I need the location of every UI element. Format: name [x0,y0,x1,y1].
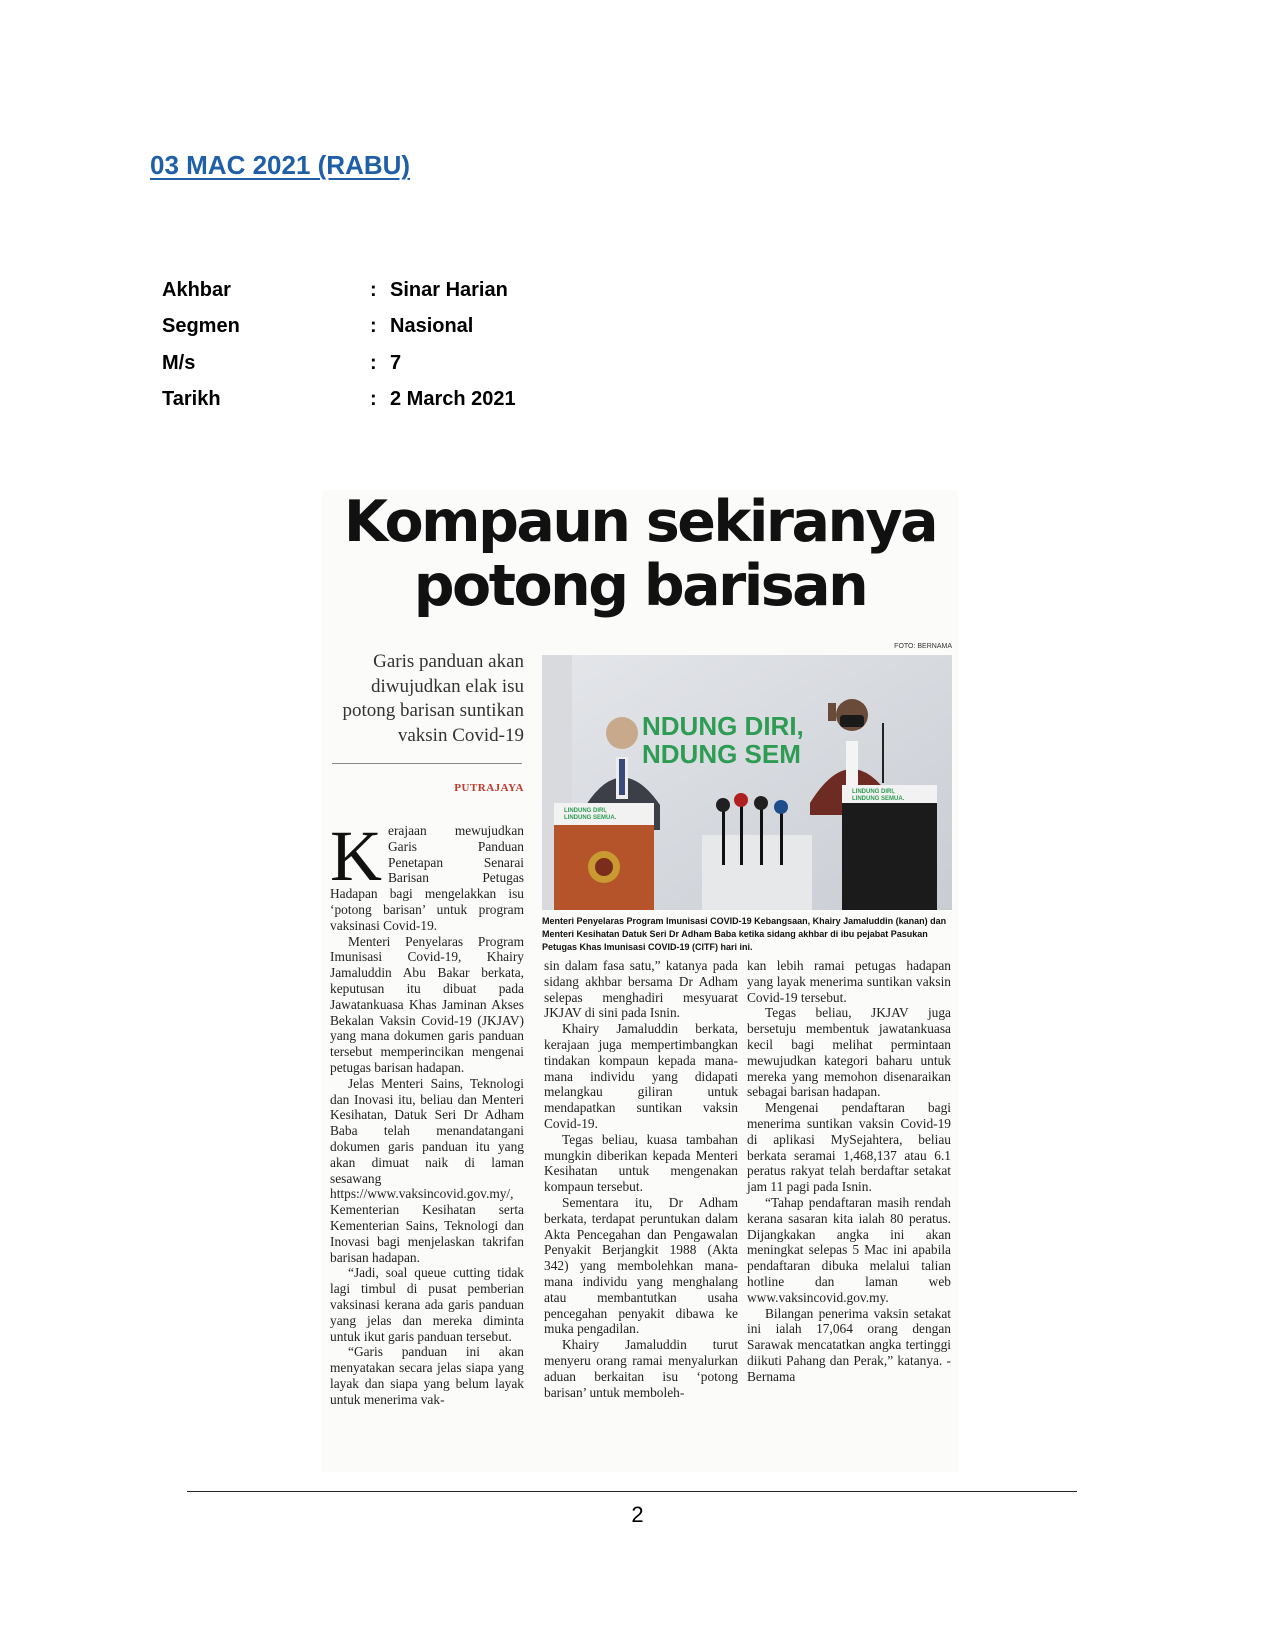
podium-sign-text: LINDUNG SEMUA. [564,815,617,821]
press-conference-photo [542,655,952,910]
article-paragraph: Khairy Jamaluddin berkata, kerajaan juga mempertimbangkan tindakan kompaun kepada mana-mana individu yang didapati melangkau giliran untuk mendapatkan suntikan vaksin Covid-19. [544,1021,738,1131]
meta-colon: : [370,351,377,374]
article-standfirst: Garis panduan akan diwujudkan elak isu potong barisan suntikan vaksin Covid-19 [342,651,524,746]
article-paragraph: Mengenai pendaftaran bagi menerima suntikan vaksin Covid-19 di aplikasi MySejahtera, beliau berkata seramai 1,468,137 atau 6.1 peratus rakyat telah berdaftar setakat jam 11 pagi pada Isnin. [747,1100,951,1195]
article-paragraph: “Tahap pendaftaran masih rendah kerana sasaran kita ialah 80 peratus. Dijangkakan angka ini akan meningkat selepas 5 Mac ini apabila pendaftaran dibuka melalui talian hotline dan laman web www.vaksincovid.gov.my. [747,1194,951,1305]
standfirst-divider [332,763,522,764]
meta-row-segmen [162,309,582,346]
article-paragraph: erajaan mewujudkan Garis Panduan Penetapan Senarai Barisan Petugas Hadapan bagi mengelakkan isu ‘potong barisan’ untuk program vaksinasi Covid-19. [330,823,524,933]
article-paragraph: Tegas beliau, JKJAV juga bersetuju membentuk jawatankuasa kecil bagi melihat permintaan mewujudkan kategori baharu untuk mereka yang memohon disenaraikan sebagai barisan hadapan. [747,1005,951,1100]
clipping-metadata [162,272,582,418]
meta-value: Nasional [390,315,474,338]
meta-row-akhbar [162,272,582,309]
headline-line: potong barisan [413,553,867,619]
article-headline [322,490,958,618]
article-paragraph: Tegas beliau, kuasa tambahan mungkin diberikan kepada Menteri Kesihatan untuk mengenakan kompaun tersebut. [544,1131,738,1195]
meta-label: Segmen [162,315,240,338]
meta-value: 2 March 2021 [390,388,516,411]
page-number: 2 [631,1502,644,1527]
article-paragraph: Menteri Penyelaras Program Imunisasi Covid-19, Khairy Jamaluddin Abu Bakar berkata, keputusan itu dibuat pada Jawatankuasa Khas Jaminan Akses Bekalan Vaksin Covid-19 (JKJAV) yang mana dokumen garis panduan tersebut memperincikan mengenai petugas barisan hadapan. [330,933,524,1075]
article-column-3 [747,958,951,1385]
podium-sign-text: LINDUNG SEMUA. [852,796,905,802]
newspaper-clipping [322,490,958,1472]
banner-text: NDUNG SEM [642,739,801,769]
podium-sign-text: LINDUNG DIRI, [564,808,607,814]
headline-line: Kompaun sekiranya [343,489,937,555]
meta-label: M/s [162,351,196,374]
meta-row-ms [162,345,582,382]
article-paragraph: Bilangan penerima vaksin setakat ini ialah 17,064 orang dengan Sarawak mencatatkan angka tertinggi diikuti Pahang dan Perak,” katanya. - Bernama [747,1305,951,1384]
drop-cap: K [330,816,382,896]
article-column-1 [330,816,524,1407]
meta-label: Akhbar [162,278,231,301]
photo-credit: FOTO: BERNAMA [894,643,952,650]
meta-value: Sinar Harian [390,278,508,301]
article-paragraph: Sementara itu, Dr Adham berkata, terdapat peruntukan dalam Akta Pencegahan dan Pengawalan Penyakit Berjangkit 1988 (Akta 342) yang membolehkan mana-mana individu yang menghalang atau membantutkan usaha pencegahan penyakit dibawa ke muka pengadilan. [544,1194,738,1337]
article-paragraph: sin dalam fasa satu,” katanya pada sidang akhbar bersama Dr Adham selepas menghadiri mesyuarat JKJAV di sini pada Isnin. [544,958,738,1021]
article-paragraph: Jelas Menteri Sains, Teknologi dan Inovasi itu, beliau dan Menteri Kesihatan, Datuk Seri Dr Adham Baba telah menandatangani dokumen garis panduan itu yang akan dimuat naik di laman sesawang https://www.vaksincovid.gov.my/, Kementerian Kesihatan serta Kementerian Sains, Teknologi dan Inovasi bagi menjelaskan takrifan barisan hadapan. [330,1075,524,1265]
meta-label: Tarikh [162,388,221,411]
meta-row-tarikh [162,382,582,419]
article-paragraph: “Garis panduan ini akan menyatakan secara jelas siapa yang layak dan siapa yang belum layak untuk menerima vak- [330,1344,524,1407]
article-paragraph: Khairy Jamaluddin turut menyeru orang ramai menyalurkan aduan berkaitan isu ‘potong barisan’ untuk memboleh- [544,1337,738,1400]
banner-text: NDUNG DIRI, [642,711,804,741]
photo-caption: Menteri Penyelaras Program Imunisasi COVID-19 Kebangsaan, Khairy Jamaluddin (kanan) dan Menteri Kesihatan Datuk Seri Dr Adham Baba ketika sidang akhbar di ibu pejabat Pasukan Petugas Khas Imunisasi COVID-19 (CITF) hari ini. [542,916,947,952]
article-dateline: PUTRAJAYA [454,782,524,794]
article-paragraph: “Jadi, soal queue cutting tidak lagi timbul di pusat pemberian vaksinasi kerana ada garis panduan yang jelas dan mereka diminta untuk ikut garis panduan tersebut. [330,1265,524,1344]
article-column-2 [544,958,738,1400]
meta-value: 7 [390,351,402,374]
article-paragraph: kan lebih ramai petugas hadapan yang layak menerima suntikan vaksin Covid-19 tersebut. [747,958,951,1005]
meta-colon: : [370,278,377,301]
meta-colon: : [370,315,377,338]
date-heading-link[interactable]: 03 MAC 2021 (RABU) [150,150,411,180]
meta-colon: : [370,388,377,411]
footer-divider [187,1491,1077,1492]
podium-sign-text: LINDUNG DIRI, [852,789,895,795]
